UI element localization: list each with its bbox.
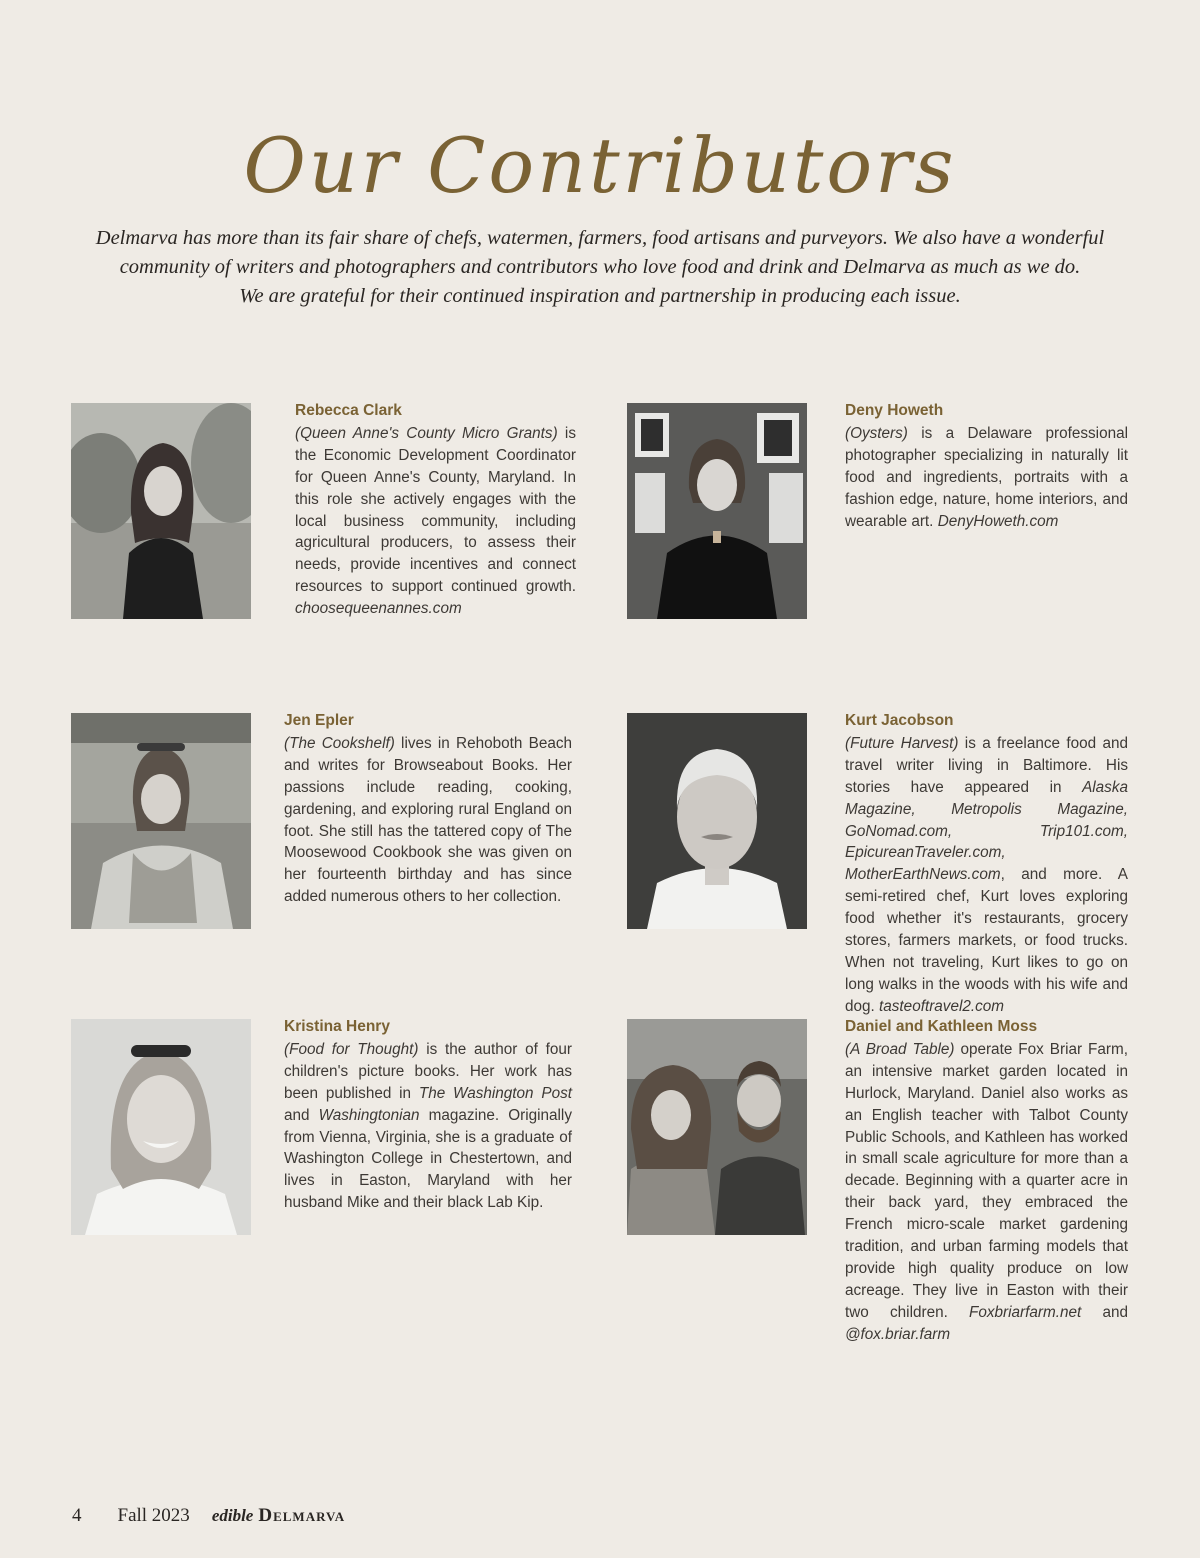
contributor-bio-rebecca-clark — [295, 400, 576, 620]
couple-photo-icon — [627, 1019, 807, 1235]
contributor-link[interactable]: choosequeenannes.com — [295, 600, 462, 618]
contributor-bio-kurt-jacobson — [845, 710, 1128, 1018]
contributor-publication: Washingtonian — [318, 1106, 420, 1124]
portrait-photo-icon — [627, 403, 807, 619]
contributor-section: (Food for Thought) — [284, 1040, 419, 1058]
contributor-text: , and more. A semi-retired chef, Kurt loves exploring food whether it's restaurants, grocery stores, farmers markets, or food trucks. When not traveling, Kurt likes to go on long walks in the woods with his wife and dog. — [845, 866, 1128, 1015]
issue-label: Fall 2023 — [117, 1505, 190, 1526]
contributor-text: magazine. Originally from Vienna, Virginia, she is a graduate of Washington College in Chestertown, and lives in Easton, Maryland with her husband Mike and their black Lab Kip. — [284, 1106, 572, 1212]
portrait-photo-icon — [71, 713, 251, 929]
contributor-name: Kurt Jacobson — [845, 712, 954, 729]
portrait-photo-icon — [71, 403, 251, 619]
page-number: 4 — [72, 1505, 82, 1526]
contributor-photo-deny-howeth — [627, 403, 807, 619]
contributor-text: is the author of four children's picture books. Her work has been published in — [284, 1040, 572, 1102]
contributor-photo-rebecca-clark — [71, 403, 251, 619]
link-separator: and — [1081, 1303, 1128, 1321]
contributor-bio-jen-epler — [284, 710, 572, 908]
contributor-bio-kristina-henry — [284, 1016, 572, 1214]
portrait-photo-icon — [627, 713, 807, 929]
contributor-section: (Future Harvest) — [845, 734, 959, 752]
contributor-publication: The Washington Post — [418, 1084, 572, 1102]
contributor-text: is a freelance food and travel writer living in Baltimore. His stories have appeared in — [845, 734, 1128, 796]
contributor-section: (The Cookshelf) — [284, 734, 395, 752]
contributor-link[interactable]: tasteoftravel2.com — [879, 997, 1005, 1015]
contributor-name: Daniel and Kathleen Moss — [845, 1018, 1038, 1035]
brand-prefix: edible — [211, 1506, 254, 1525]
intro-paragraph — [90, 224, 1110, 311]
page-footer — [72, 1505, 345, 1527]
contributor-text: lives in Rehoboth Beach and writes for Browseabout Books. Her passions include reading, cooking, gardening, and exploring rural England on foot. She still has the tattered copy of The Moosewood Cookbook she was given on her fourteenth birthday and has since added numerous others to her collection. — [284, 734, 572, 906]
contributor-publications: Alaska Magazine, Metropolis Magazine, GoNomad.com, Trip101.com, EpicureanTraveler.com, MotherEarthNews.com — [845, 778, 1128, 884]
contributor-link[interactable]: DenyHoweth.com — [937, 512, 1059, 530]
intro-line: We are grateful for their continued inspiration and partnership in producing each issue. — [239, 285, 961, 307]
contributor-name: Jen Epler — [284, 712, 354, 729]
contributor-link[interactable]: Foxbriarfarm.net — [969, 1303, 1082, 1321]
contributor-text: is the Economic Development Coordinator for Queen Anne's County, Maryland. In this role she actively engages with the local business community, including agricultural producers, to assess their needs, provide incentives and connect resources to support continued growth. — [295, 424, 576, 596]
contributor-section: (Queen Anne's County Micro Grants) — [295, 424, 558, 442]
contributor-photo-daniel-kathleen-moss — [627, 1019, 807, 1235]
contributor-link[interactable]: @fox.briar.farm — [845, 1325, 951, 1343]
intro-line: Delmarva has more than its fair share of chefs, watermen, farmers, food artisans and purveyors. We also have a wonderful — [95, 227, 1105, 249]
contributor-bio-deny-howeth — [845, 400, 1128, 532]
contributor-bio-daniel-kathleen-moss — [845, 1016, 1128, 1346]
brand-name: Delmarva — [258, 1505, 346, 1526]
intro-line: community of writers and photographers and contributors who love food and drink and Delmarva as much as we do. — [119, 256, 1081, 278]
contributor-name: Kristina Henry — [284, 1018, 390, 1035]
contributor-text: and — [284, 1106, 319, 1124]
contributor-photo-kurt-jacobson — [627, 713, 807, 929]
page-title: Our Contributors — [243, 121, 957, 210]
contributor-photo-kristina-henry — [71, 1019, 251, 1235]
portrait-photo-icon — [71, 1019, 251, 1235]
contributor-photo-jen-epler — [71, 713, 251, 929]
contributor-section: (Oysters) — [845, 424, 908, 442]
contributor-text: is a Delaware professional photographer specializing in naturally lit food and ingredients, portraits with a fashion edge, nature, home interiors, and wearable art. — [845, 424, 1128, 530]
contributor-name: Rebecca Clark — [295, 402, 402, 419]
contributor-name: Deny Howeth — [845, 402, 944, 419]
contributor-text: operate Fox Briar Farm, an intensive market garden located in Hurlock, Maryland. Daniel also works as an English teacher with Talbot County Public Schools, and Kathleen has worked in small scale agriculture for more than a decade. Beginning with a quarter acre in their back yard, they embraced the French micro-scale market gardening tradition, and urban farming models that provide high quality produce on low acreage. They live in Easton with their two children. — [845, 1040, 1128, 1321]
contributor-section: (A Broad Table) — [845, 1040, 955, 1058]
